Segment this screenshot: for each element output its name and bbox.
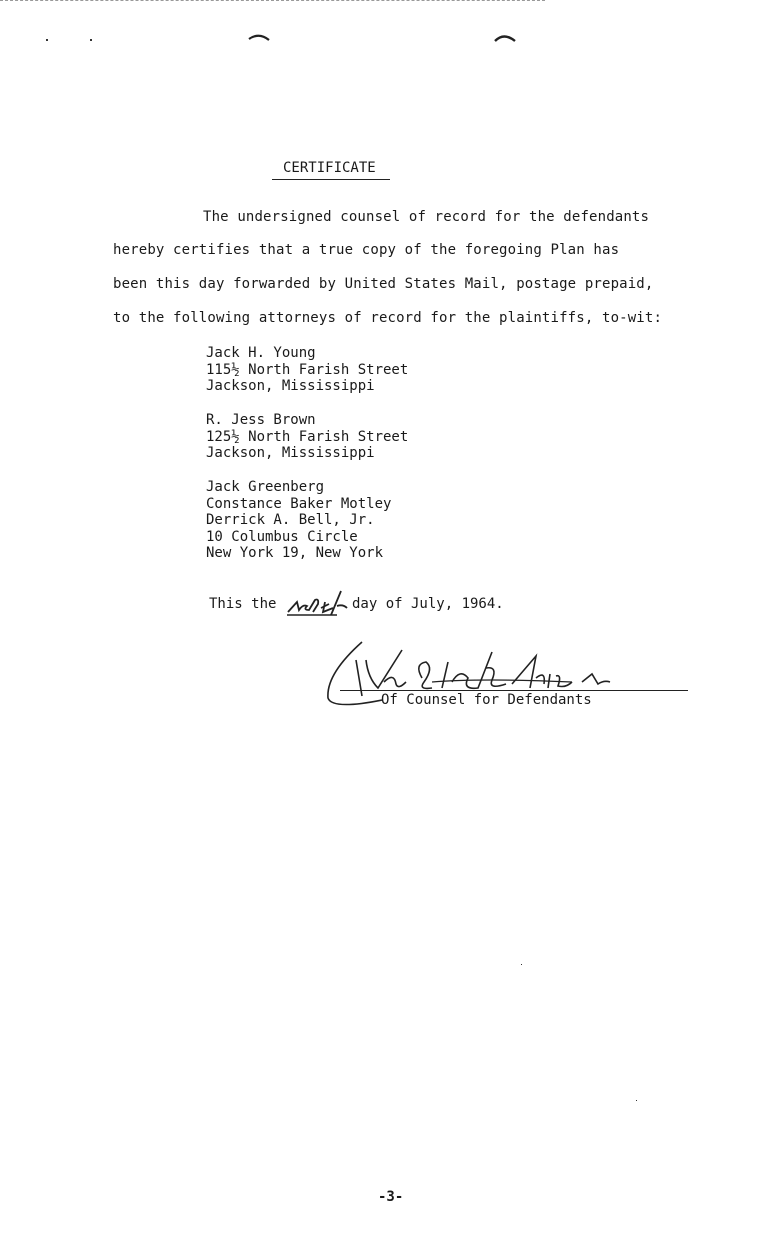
- address-line: Constance Baker Motley: [206, 495, 392, 512]
- address-line: R. Jess Brown: [206, 412, 316, 428]
- address-line: New York 19, New York: [206, 545, 384, 561]
- punch-hole-mark-right: [494, 32, 516, 43]
- body-line-2: hereby certifies that a true copy of the foregoing Plan has: [113, 242, 620, 258]
- address-block-young: [206, 345, 408, 395]
- address-line: Jack H. Young: [206, 345, 316, 361]
- address-line: Derrick A. Bell, Jr.: [206, 512, 375, 528]
- body-line-4: to the following attorneys of record for the plaintiffs, to-wit:: [113, 310, 663, 326]
- certificate-title: CERTIFICATE: [283, 160, 376, 176]
- scan-speck: [90, 39, 92, 41]
- date-prefix: This the: [209, 596, 277, 612]
- handwritten-date: [285, 588, 351, 618]
- signature-caption: Of Counsel for Defendants: [381, 692, 592, 708]
- body-line-1: The undersigned counsel of record for the defendants: [203, 209, 650, 225]
- date-suffix: day of July, 1964.: [352, 596, 504, 612]
- address-block-greenberg: [206, 479, 391, 562]
- address-line: 115½ North Farish Street: [206, 361, 409, 378]
- signature-line: [340, 690, 688, 691]
- title-underline: [272, 179, 390, 180]
- punch-hole-mark-left: [248, 32, 270, 42]
- page-number: -3-: [378, 1189, 404, 1205]
- body-line-3: been this day forwarded by United States Mail, postage prepaid,: [113, 276, 654, 292]
- address-block-brown: [206, 412, 408, 462]
- scan-speck: [46, 39, 48, 41]
- address-line: 10 Columbus Circle: [206, 528, 358, 545]
- address-line: Jackson, Mississippi: [206, 445, 375, 461]
- address-line: Jack Greenberg: [206, 479, 325, 495]
- address-line: Jackson, Mississippi: [206, 378, 375, 394]
- address-line: 125½ North Farish Street: [206, 428, 409, 445]
- scan-edge-line: [0, 0, 545, 1]
- scan-speck: [636, 1100, 637, 1101]
- scan-speck: [521, 964, 522, 965]
